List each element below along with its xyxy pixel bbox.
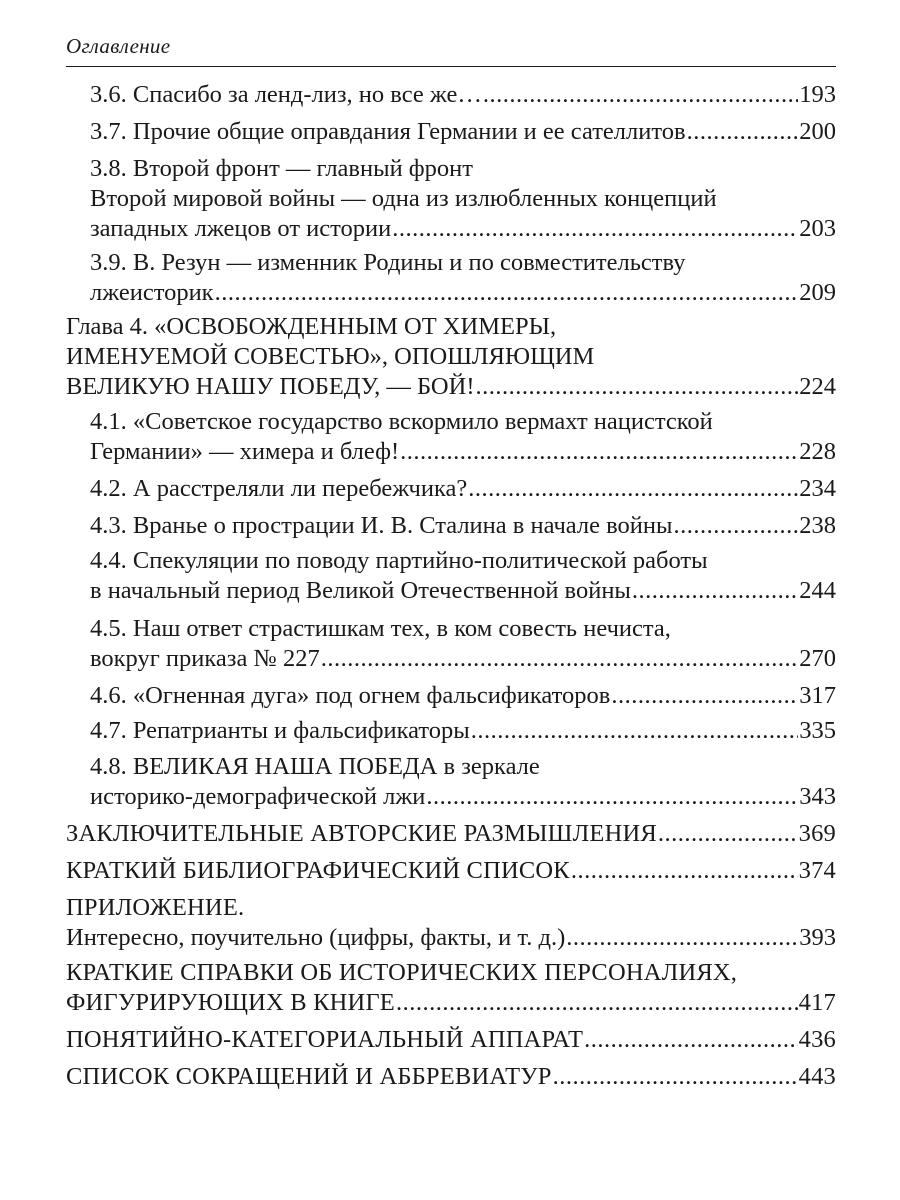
leader-dots	[584, 1025, 798, 1055]
leader-dots	[611, 681, 798, 711]
toc-entry-line: 4.4. Спекуляции по поводу партийно-политической работы	[90, 547, 708, 574]
leader-dots	[215, 278, 799, 308]
leader-dots	[658, 819, 798, 849]
leader-dots	[673, 511, 798, 541]
toc-entry-4-7[interactable]	[90, 716, 836, 746]
toc-entry-title: ФИГУРИРУЮЩИХ В КНИГЕ	[66, 989, 395, 1016]
leader-dots	[475, 372, 798, 402]
toc-entry-line: 4.1. «Советское государство вскормило вермахт нацистской	[90, 408, 713, 435]
toc-entry-4-6[interactable]	[90, 681, 836, 711]
leader-dots	[392, 214, 798, 244]
leader-dots	[396, 988, 798, 1018]
toc-entry-title: 4.3. Вранье о прострации И. В. Сталина в начале войны	[90, 512, 673, 539]
leader-dots	[553, 1062, 798, 1092]
toc-entry-line: Глава 4. «ОСВОБОЖДЕННЫМ ОТ ХИМЕРЫ,	[66, 313, 557, 340]
toc-entry-title: 4.7. Репатрианты и фальсификаторы	[90, 717, 470, 744]
toc-entry-line: 3.8. Второй фронт — главный фронт	[90, 155, 474, 182]
toc-entry-title: ВЕЛИКУЮ НАШУ ПОБЕДУ, — БОЙ!	[66, 373, 475, 400]
leader-dots	[468, 474, 798, 504]
toc-entry-conclusion[interactable]	[66, 819, 836, 849]
toc-entry-line: КРАТКИЕ СПРАВКИ ОБ ИСТОРИЧЕСКИХ ПЕРСОНАЛИЯХ,	[66, 959, 738, 986]
toc-entry-title: Интересно, поучительно (цифры, факты, и т. д.)	[66, 924, 566, 951]
toc-entry-line: 4.8. ВЕЛИКАЯ НАША ПОБЕДА в зеркале	[90, 753, 540, 780]
toc-entry-line: Второй мировой войны — одна из излюбленных концепций	[90, 185, 717, 212]
toc-entry-4-4[interactable]	[90, 546, 836, 606]
toc-entry-line: 4.5. Наш ответ страстишкам тех, в ком совесть нечиста,	[90, 615, 671, 642]
toc-page-number: 393	[799, 924, 836, 951]
toc-entry-title: 4.6. «Огненная дуга» под огнем фальсификаторов	[90, 682, 611, 709]
toc-entry-bibliography[interactable]	[66, 856, 836, 886]
toc-entry-line: ПРИЛОЖЕНИЕ.	[66, 894, 245, 921]
toc-entry-abbreviations[interactable]	[66, 1062, 836, 1092]
toc-entry-appendix[interactable]	[66, 893, 836, 953]
toc-entry-title: 3.7. Прочие общие оправдания Германии и ее сателлитов	[90, 118, 686, 145]
toc-entry-4-2[interactable]	[90, 474, 836, 504]
toc-entry-title: СПИСОК СОКРАЩЕНИЙ И АББРЕВИАТУР	[66, 1063, 552, 1090]
leader-dots	[400, 437, 798, 467]
leader-dots	[321, 644, 799, 674]
toc-page-number: 436	[798, 1026, 836, 1053]
leader-dots	[471, 716, 799, 746]
toc-entry-title: историко-демографической лжи	[90, 783, 426, 810]
toc-entry-3-6[interactable]	[90, 80, 836, 110]
toc-entry-title: лжеисторик	[90, 279, 214, 306]
toc-entry-title: КРАТКИЙ БИБЛИОГРАФИЧЕСКИЙ СПИСОК	[66, 857, 570, 884]
toc-entry-title: Германии» — химера и блеф!	[90, 438, 400, 465]
toc-page-number: 369	[798, 820, 836, 847]
toc-page-number: 317	[799, 682, 836, 709]
toc-entry-title: ПОНЯТИЙНО-КАТЕГОРИАЛЬНЫЙ АППАРАТ	[66, 1026, 584, 1053]
leader-dots	[632, 576, 798, 606]
toc-page-number: 443	[798, 1063, 836, 1090]
toc-entry-title: 4.2. А расстреляли ли перебежчика?	[90, 475, 468, 502]
toc-entry-4-1[interactable]	[90, 407, 836, 467]
toc-entry-4-8[interactable]	[90, 752, 836, 812]
toc-page-number: 234	[799, 475, 836, 502]
toc-entry-3-9[interactable]	[90, 248, 836, 308]
toc-page-number: 335	[799, 717, 836, 744]
toc-entry-title: в начальный период Великой Отечественной войны	[90, 577, 631, 604]
toc-page-number: 228	[799, 438, 836, 465]
toc-entry-line: 3.9. В. Резун — изменник Родины и по совместительству	[90, 249, 686, 276]
toc-entry-4-5[interactable]	[90, 614, 836, 674]
leader-dots	[687, 117, 799, 147]
toc-entry-3-7[interactable]	[90, 117, 836, 147]
toc-page-number: 343	[799, 783, 836, 810]
toc-entry-title: ЗАКЛЮЧИТЕЛЬНЫЕ АВТОРСКИЕ РАЗМЫШЛЕНИЯ	[66, 820, 657, 847]
running-head: Оглавление	[66, 34, 171, 58]
toc-page-number: 270	[799, 645, 836, 672]
toc-entry-line: ИМЕНУЕМОЙ СОВЕСТЬЮ», ОПОШЛЯЮЩИМ	[66, 343, 595, 370]
toc-page-number: 209	[799, 279, 836, 306]
leader-dots	[483, 80, 798, 110]
toc-entry-title: 3.6. Спасибо за ленд-лиз, но все же…	[90, 81, 482, 108]
leader-dots	[571, 856, 798, 886]
toc-entry-personalia[interactable]	[66, 958, 836, 1018]
toc-page-number: 238	[799, 512, 836, 539]
toc-page-number: 224	[799, 373, 836, 400]
leader-dots	[566, 923, 798, 953]
toc-page-number: 374	[798, 857, 836, 884]
toc-page-number: 203	[799, 215, 836, 242]
leader-dots	[426, 782, 798, 812]
toc-entry-chapter-4[interactable]	[66, 312, 836, 402]
toc-page-number: 193	[799, 81, 836, 108]
toc-entry-title: западных лжецов от истории	[90, 215, 392, 242]
toc-entry-3-8[interactable]	[90, 154, 836, 244]
toc-entry-4-3[interactable]	[90, 511, 836, 541]
toc-entry-glossary[interactable]	[66, 1025, 836, 1055]
toc-entry-title: вокруг приказа № 227	[90, 645, 320, 672]
toc-page-number: 244	[799, 577, 836, 604]
toc-page-number: 200	[799, 118, 836, 145]
toc-page-number: 417	[798, 989, 836, 1016]
